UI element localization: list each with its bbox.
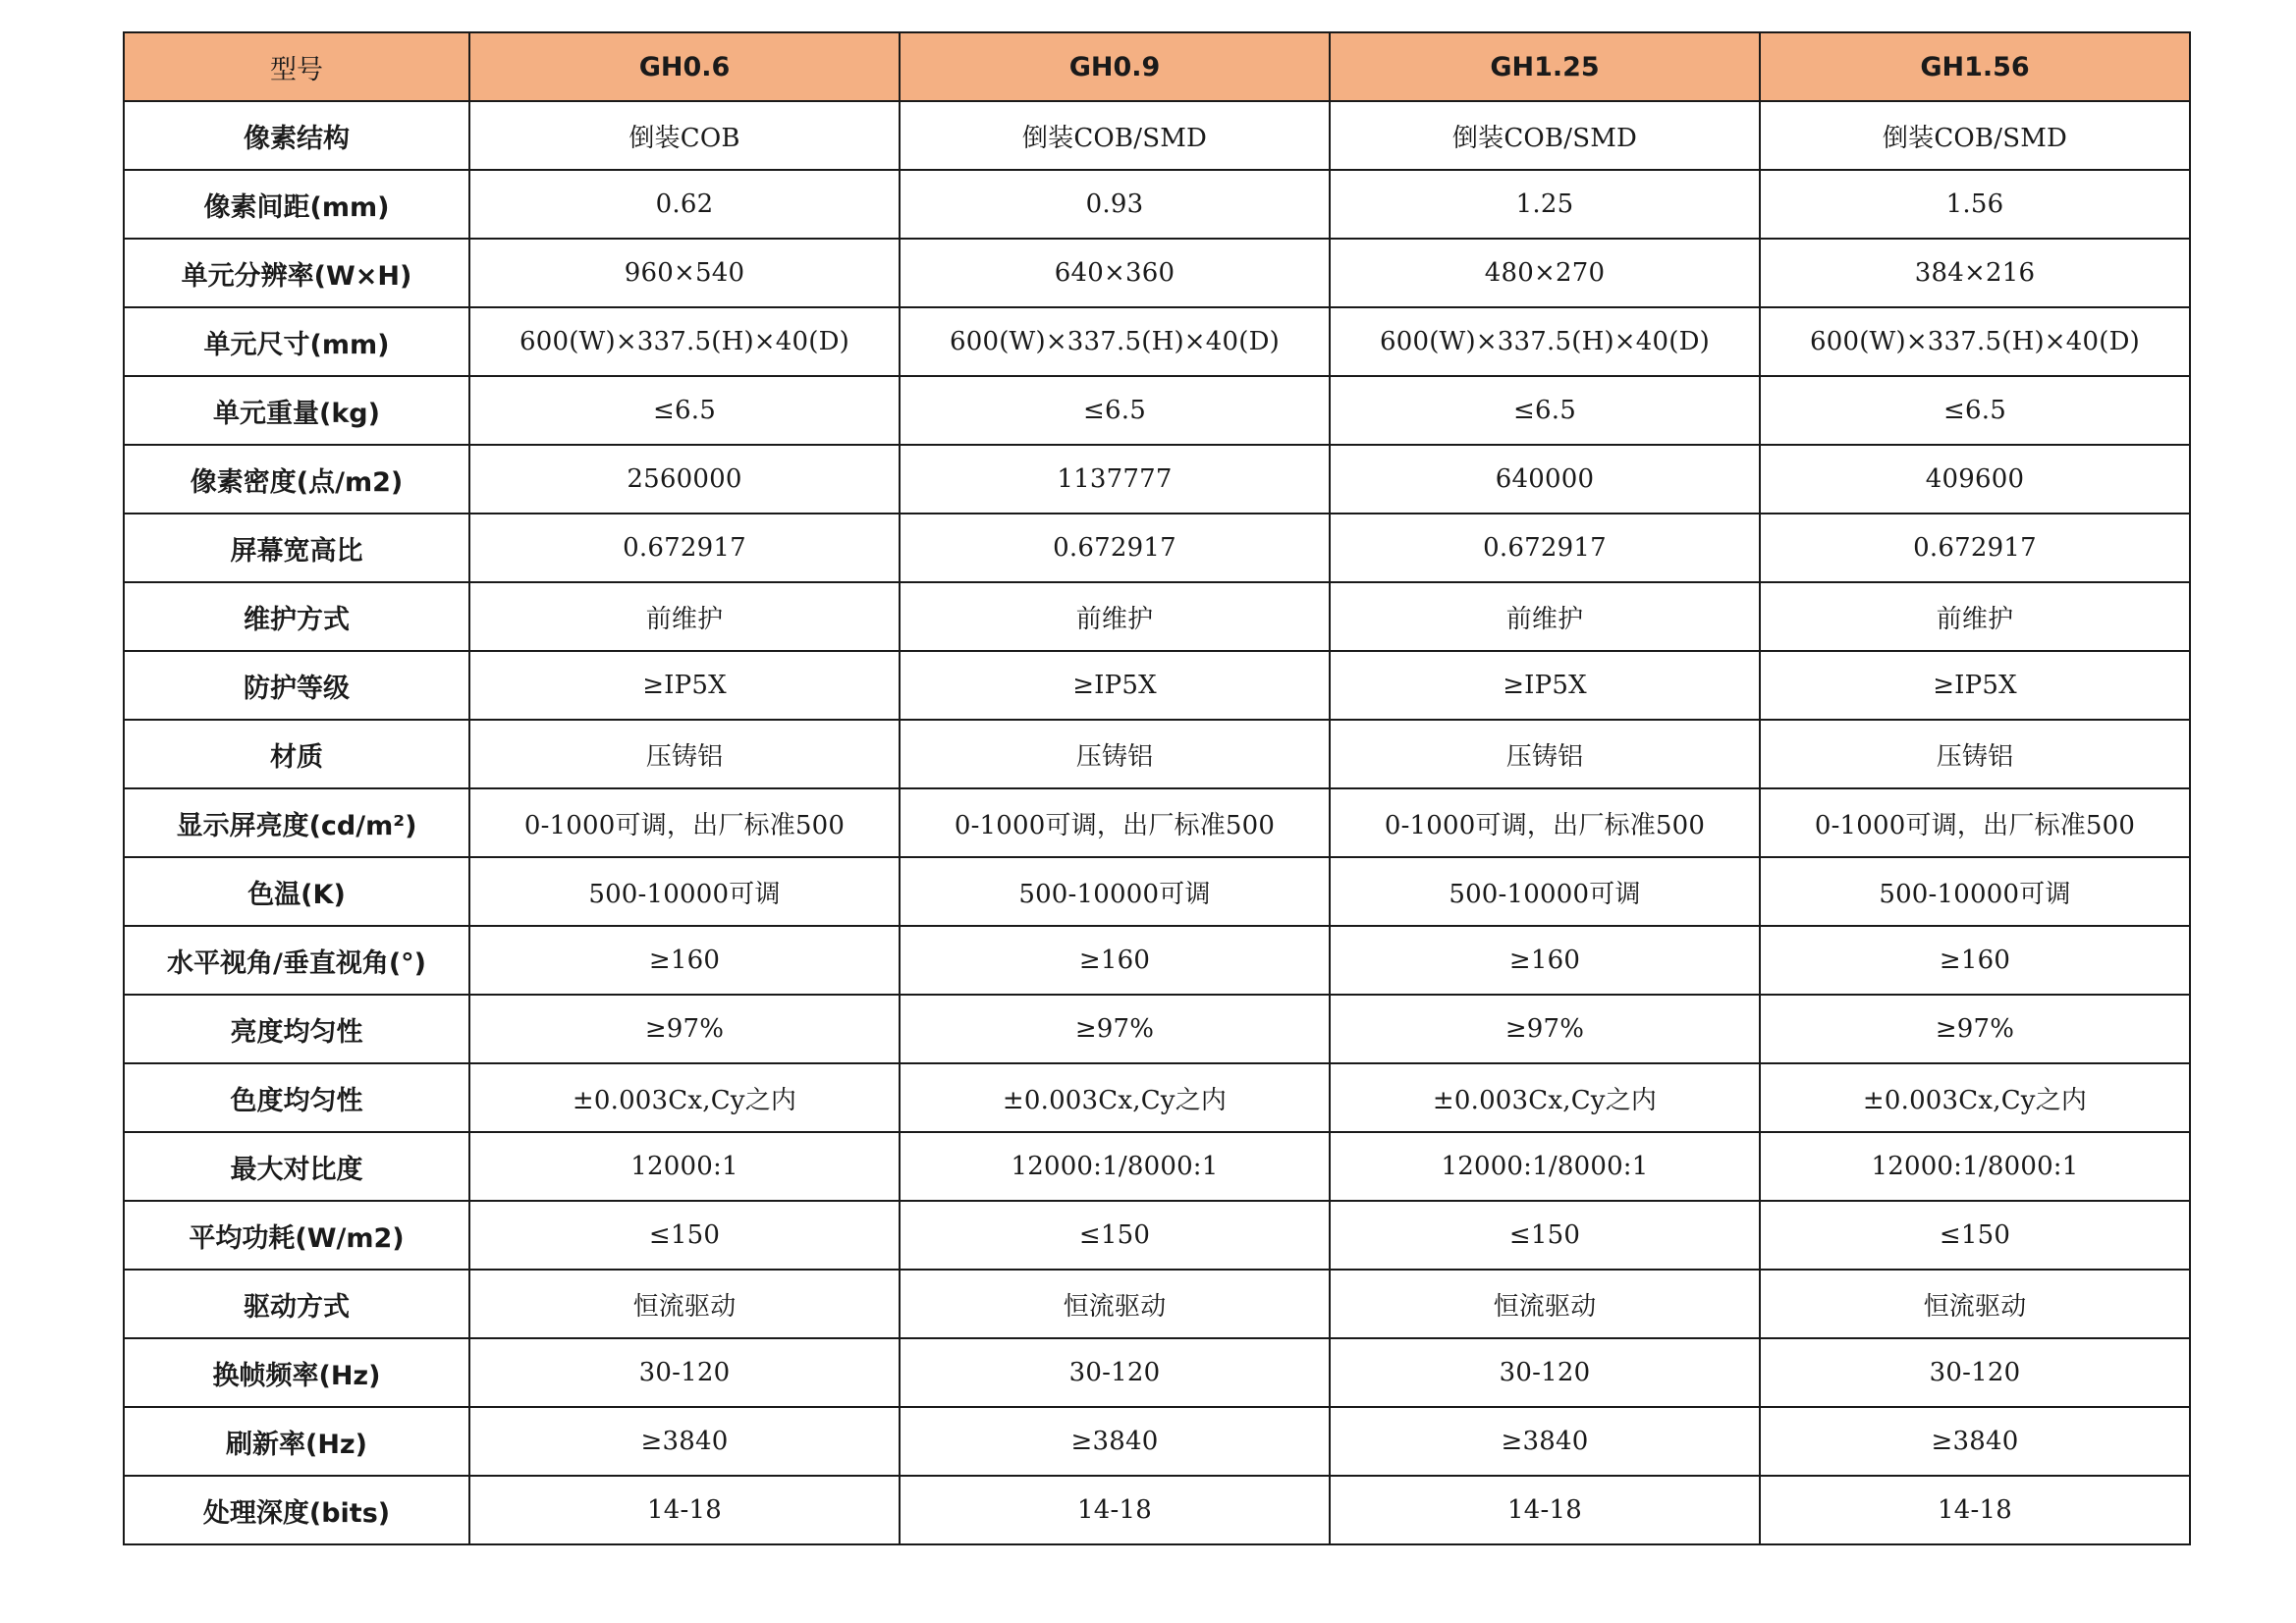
row-label-cell: 处理深度(bits) [124,1476,469,1544]
value-cell: 30-120 [469,1338,900,1407]
table-row [124,514,2190,582]
value-cell: ≥3840 [900,1407,1330,1476]
row-label-cell: 单元分辨率(W×H) [124,239,469,307]
value-cell: 倒装COB/SMD [1330,101,1760,170]
header-model-cell: GH0.6 [469,32,900,101]
table-row [124,1338,2190,1407]
value-cell: 14-18 [469,1476,900,1544]
value-cell: 14-18 [900,1476,1330,1544]
value-cell: 压铸铝 [900,720,1330,788]
value-cell: ≥IP5X [1760,651,2190,720]
value-cell: ≥IP5X [1330,651,1760,720]
value-cell: ≤150 [1330,1201,1760,1270]
value-cell: 12000:1/8000:1 [1760,1132,2190,1201]
value-cell: 14-18 [1760,1476,2190,1544]
value-cell: 600(W)×337.5(H)×40(D) [1330,307,1760,376]
row-label-cell: 刷新率(Hz) [124,1407,469,1476]
header-row [124,32,2190,101]
value-cell: 前维护 [1330,582,1760,651]
row-label-cell: 色温(K) [124,857,469,926]
value-cell: ≥IP5X [469,651,900,720]
value-cell: 12000:1 [469,1132,900,1201]
row-label-cell: 像素结构 [124,101,469,170]
value-cell: 30-120 [900,1338,1330,1407]
value-cell: ≥160 [469,926,900,995]
value-cell: 500-10000可调 [1760,857,2190,926]
value-cell: 前维护 [900,582,1330,651]
value-cell: 压铸铝 [469,720,900,788]
spec-table [123,31,2191,1545]
value-cell: 0-1000可调，出厂标准500 [1330,788,1760,857]
value-cell: ±0.003Cx,Cy之内 [900,1063,1330,1132]
value-cell: ≤150 [1760,1201,2190,1270]
value-cell: ≥160 [900,926,1330,995]
row-label-cell: 材质 [124,720,469,788]
value-cell: 640000 [1330,445,1760,514]
value-cell: ≤150 [900,1201,1330,1270]
table-row [124,582,2190,651]
row-label-cell: 防护等级 [124,651,469,720]
value-cell: ≥97% [1330,995,1760,1063]
value-cell: 0.93 [900,170,1330,239]
table-row [124,1201,2190,1270]
value-cell: 0.672917 [469,514,900,582]
value-cell: 前维护 [1760,582,2190,651]
value-cell: 恒流驱动 [1330,1270,1760,1338]
value-cell: 0.672917 [1760,514,2190,582]
table-row [124,1407,2190,1476]
table-row [124,651,2190,720]
value-cell: ≤6.5 [469,376,900,445]
value-cell: 640×360 [900,239,1330,307]
value-cell: 600(W)×337.5(H)×40(D) [1760,307,2190,376]
value-cell: 12000:1/8000:1 [900,1132,1330,1201]
value-cell: 500-10000可调 [469,857,900,926]
value-cell: 0.672917 [1330,514,1760,582]
value-cell: 1.25 [1330,170,1760,239]
value-cell: 480×270 [1330,239,1760,307]
table-row [124,307,2190,376]
table-body [124,101,2190,1544]
value-cell: 0.672917 [900,514,1330,582]
value-cell: 压铸铝 [1760,720,2190,788]
header-model-cell: GH0.9 [900,32,1330,101]
value-cell: ≤6.5 [1760,376,2190,445]
value-cell: 30-120 [1760,1338,2190,1407]
table-row [124,101,2190,170]
row-label-cell: 像素间距(mm) [124,170,469,239]
row-label-cell: 单元重量(kg) [124,376,469,445]
table-header [124,32,2190,101]
value-cell: 0-1000可调，出厂标准500 [469,788,900,857]
row-label-cell: 显示屏亮度(cd/m²) [124,788,469,857]
value-cell: ≥IP5X [900,651,1330,720]
table-row [124,926,2190,995]
row-label-cell: 屏幕宽高比 [124,514,469,582]
table-row [124,445,2190,514]
table-row [124,1476,2190,1544]
header-model-cell: GH1.25 [1330,32,1760,101]
value-cell: 600(W)×337.5(H)×40(D) [900,307,1330,376]
row-label-cell: 像素密度(点/m2) [124,445,469,514]
value-cell: ≥160 [1330,926,1760,995]
value-cell: ±0.003Cx,Cy之内 [469,1063,900,1132]
value-cell: ≥3840 [469,1407,900,1476]
value-cell: 600(W)×337.5(H)×40(D) [469,307,900,376]
value-cell: 30-120 [1330,1338,1760,1407]
value-cell: 倒装COB/SMD [900,101,1330,170]
value-cell: 1.56 [1760,170,2190,239]
table-row [124,376,2190,445]
row-label-cell: 单元尺寸(mm) [124,307,469,376]
header-model-cell: GH1.56 [1760,32,2190,101]
value-cell: ≤6.5 [1330,376,1760,445]
table-row [124,857,2190,926]
value-cell: ±0.003Cx,Cy之内 [1760,1063,2190,1132]
table-row [124,995,2190,1063]
table-row [124,788,2190,857]
value-cell: 500-10000可调 [900,857,1330,926]
value-cell: ±0.003Cx,Cy之内 [1330,1063,1760,1132]
value-cell: ≥97% [469,995,900,1063]
table-row [124,239,2190,307]
value-cell: 2560000 [469,445,900,514]
value-cell: ≥160 [1760,926,2190,995]
value-cell: 14-18 [1330,1476,1760,1544]
value-cell: 倒装COB [469,101,900,170]
value-cell: ≥3840 [1760,1407,2190,1476]
value-cell: ≥3840 [1330,1407,1760,1476]
value-cell: 恒流驱动 [900,1270,1330,1338]
table-row [124,720,2190,788]
row-label-cell: 亮度均匀性 [124,995,469,1063]
value-cell: 压铸铝 [1330,720,1760,788]
value-cell: 0-1000可调，出厂标准500 [1760,788,2190,857]
value-cell: 12000:1/8000:1 [1330,1132,1760,1201]
value-cell: 384×216 [1760,239,2190,307]
value-cell: 1137777 [900,445,1330,514]
value-cell: 恒流驱动 [1760,1270,2190,1338]
value-cell: ≤6.5 [900,376,1330,445]
row-label-cell: 色度均匀性 [124,1063,469,1132]
row-label-cell: 最大对比度 [124,1132,469,1201]
value-cell: 0.62 [469,170,900,239]
row-label-cell: 水平视角/垂直视角(°) [124,926,469,995]
table-row [124,170,2190,239]
value-cell: ≤150 [469,1201,900,1270]
value-cell: 409600 [1760,445,2190,514]
header-label-cell: 型号 [124,32,469,101]
row-label-cell: 维护方式 [124,582,469,651]
value-cell: 前维护 [469,582,900,651]
row-label-cell: 驱动方式 [124,1270,469,1338]
table-row [124,1132,2190,1201]
value-cell: ≥97% [900,995,1330,1063]
value-cell: 恒流驱动 [469,1270,900,1338]
value-cell: ≥97% [1760,995,2190,1063]
table-row [124,1063,2190,1132]
value-cell: 500-10000可调 [1330,857,1760,926]
row-label-cell: 平均功耗(W/m2) [124,1201,469,1270]
row-label-cell: 换帧频率(Hz) [124,1338,469,1407]
value-cell: 倒装COB/SMD [1760,101,2190,170]
value-cell: 960×540 [469,239,900,307]
table-row [124,1270,2190,1338]
value-cell: 0-1000可调，出厂标准500 [900,788,1330,857]
